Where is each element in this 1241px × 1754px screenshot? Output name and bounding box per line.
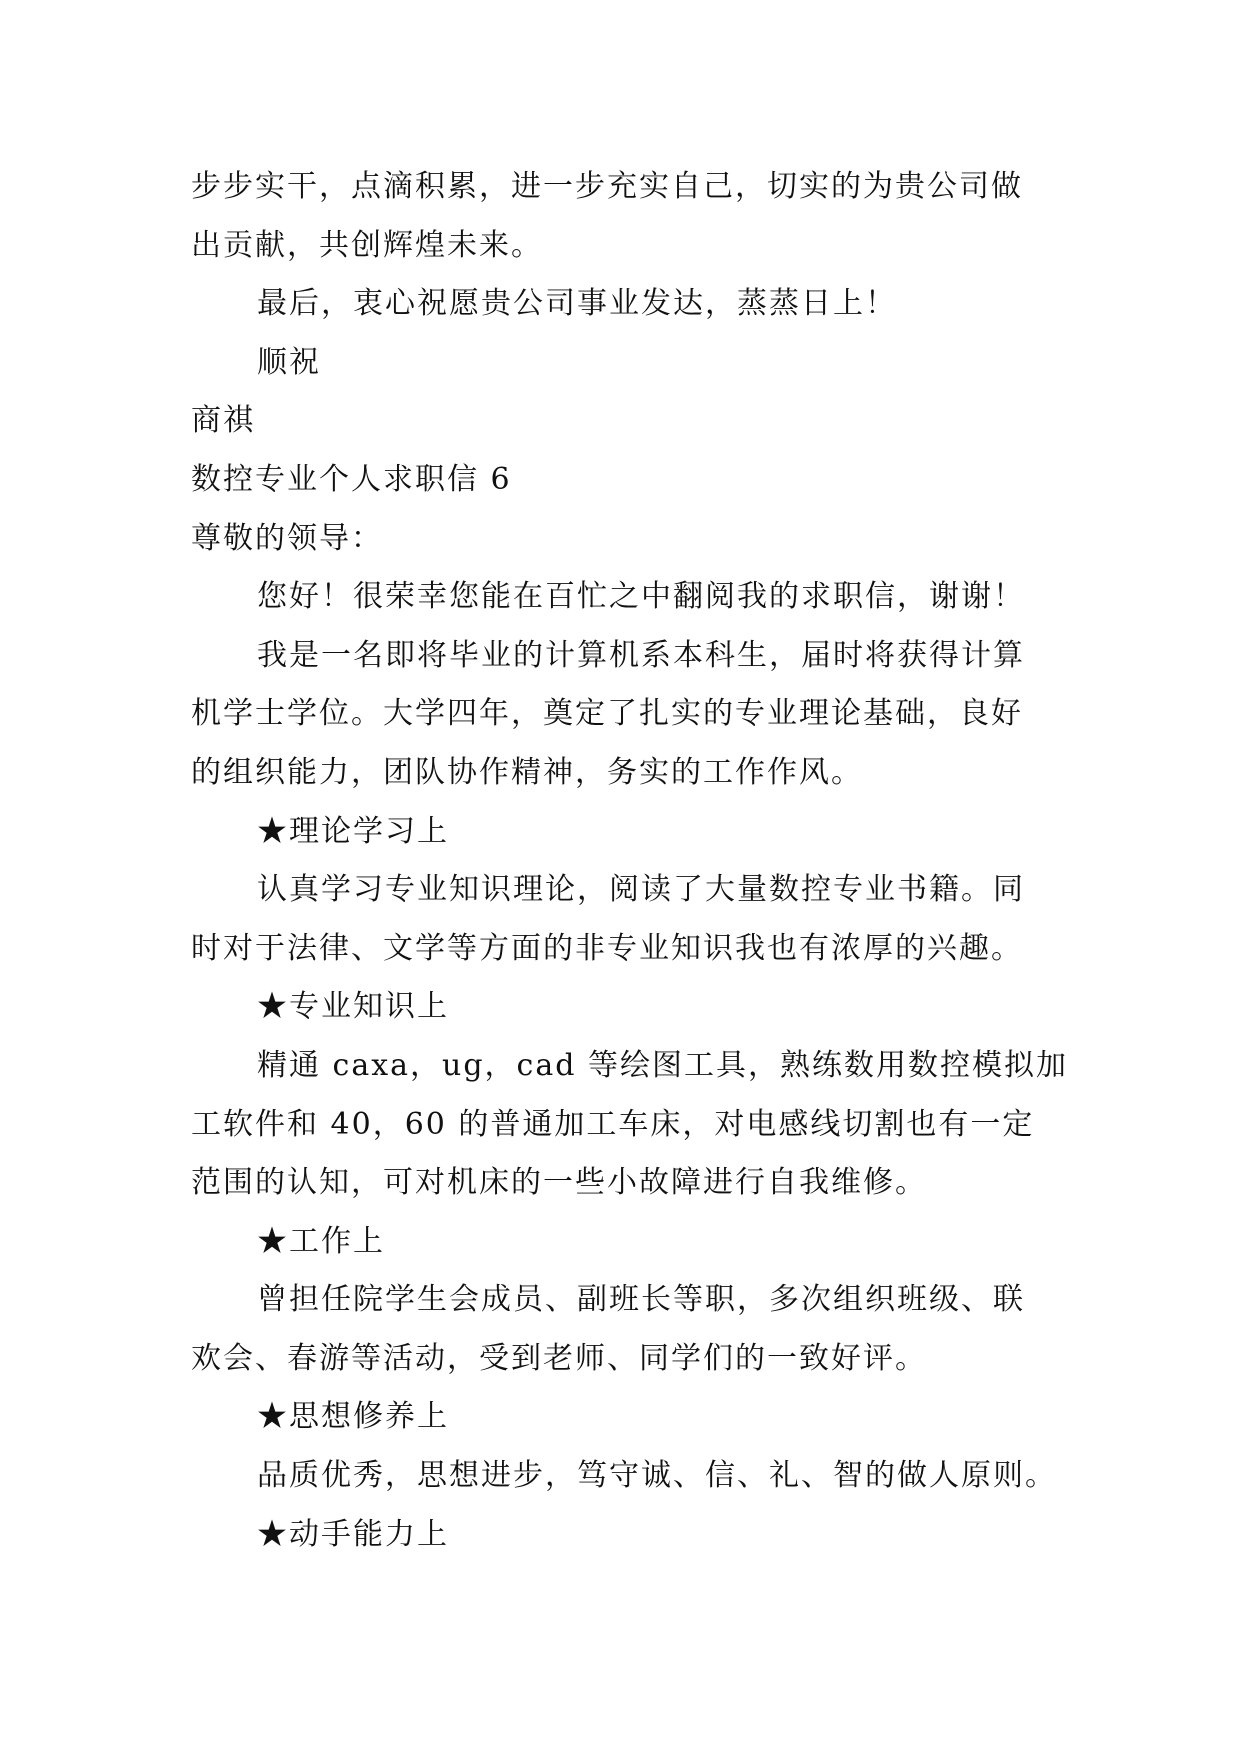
- paragraph-line: 品质优秀，思想进步，笃守诚、信、礼、智的做人原则。: [257, 1458, 1057, 1494]
- document-body: [191, 158, 1068, 1564]
- paragraph-line: 欢会、春游等活动，受到老师、同学们的一致好评。: [191, 1340, 927, 1376]
- subheading-work: ★工作上: [257, 1223, 385, 1259]
- paragraph-line: 工软件和 40，60 的普通加工车床，对电感线切割也有一定: [191, 1106, 1035, 1142]
- subheading-professional: ★专业知识上: [257, 989, 449, 1025]
- salutation: 尊敬的领导：: [191, 520, 383, 556]
- closing-wishes: 最后，衷心祝愿贵公司事业发达，蒸蒸日上！: [257, 286, 897, 322]
- subheading-theory: ★理论学习上: [257, 813, 449, 849]
- subheading-hands-on: ★动手能力上: [257, 1516, 449, 1552]
- paragraph-line: 机学士学位。大学四年，奠定了扎实的专业理论基础，良好: [191, 696, 1023, 732]
- paragraph-line: 时对于法律、文学等方面的非专业知识我也有浓厚的兴趣。: [191, 930, 1023, 966]
- paragraph-line: 您好！很荣幸您能在百忙之中翻阅我的求职信，谢谢！: [257, 579, 1025, 615]
- subheading-character: ★思想修养上: [257, 1399, 449, 1435]
- paragraph-line: 步步实干，点滴积累，进一步充实自己，切实的为贵公司做: [191, 169, 1023, 204]
- closing-salutation: 顺祝: [257, 344, 321, 380]
- paragraph-line: 出贡献，共创辉煌未来。: [191, 227, 543, 263]
- paragraph-line: 认真学习专业知识理论，阅读了大量数控专业书籍。同: [257, 872, 1025, 908]
- paragraph-line: 曾担任院学生会成员、副班长等职，多次组织班级、联: [257, 1282, 1025, 1318]
- closing-greeting: 商祺: [191, 403, 255, 439]
- paragraph-line: 范围的认知，可对机床的一些小故障进行自我维修。: [191, 1165, 927, 1201]
- section-title: 数控专业个人求职信 6: [191, 461, 512, 497]
- paragraph-line: 的组织能力，团队协作精神，务实的工作作风。: [191, 754, 863, 790]
- paragraph-line: 精通 caxa，ug，cad 等绘图工具，熟练数用数控模拟加: [257, 1047, 1068, 1083]
- paragraph-line: 我是一名即将毕业的计算机系本科生，届时将获得计算: [257, 637, 1025, 673]
